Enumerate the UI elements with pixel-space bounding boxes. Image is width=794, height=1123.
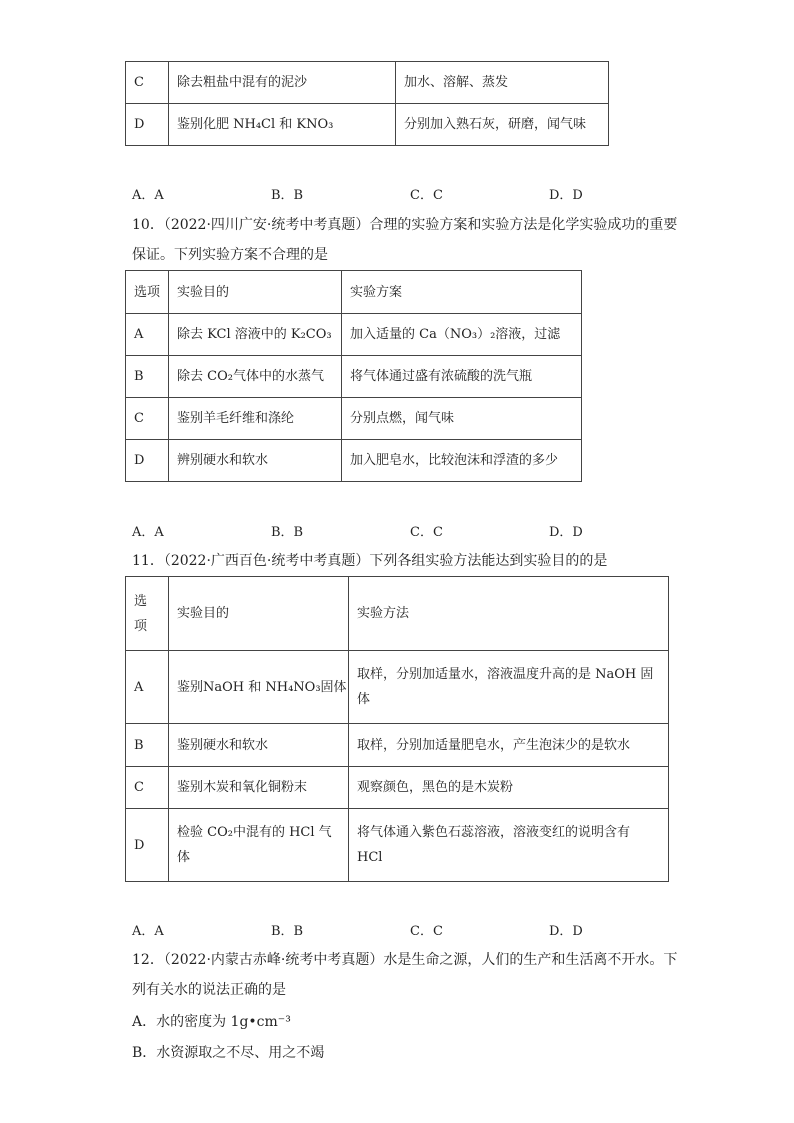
header-method: 实验方案: [342, 271, 582, 314]
option-cell: D: [126, 809, 169, 882]
option-cell: B: [126, 724, 169, 767]
header-option-line1: 选: [134, 593, 148, 609]
table-row: [126, 767, 669, 809]
goal-cell: 除去粗盐中混有的泥沙: [169, 62, 396, 104]
goal-cell: 鉴别木炭和氧化铜粉末: [169, 767, 349, 809]
goal-line1: 检验 CO₂中混有的 HCl 气: [177, 825, 332, 840]
q9-table: [125, 61, 609, 146]
method-cell: 分别点燃，闻气味: [342, 398, 582, 440]
option-cell: B: [126, 356, 169, 398]
option-cell: C: [126, 62, 169, 104]
q10-stem-line2: 保证。下列实验方案不合理的是: [132, 247, 328, 263]
choice-a[interactable]: A．A: [132, 188, 164, 203]
method-cell: 分别加入熟石灰，研磨，闻气味: [396, 104, 609, 146]
method-cell: 加入适量的 Ca（NO₃）₂溶液，过滤: [342, 314, 582, 356]
table-row: [126, 809, 669, 882]
choice-c[interactable]: C．C: [410, 188, 443, 203]
option-cell: A: [126, 651, 169, 724]
method-cell: 将气体通过盛有浓硫酸的洗气瓶: [342, 356, 582, 398]
table-row: [126, 356, 582, 398]
goal-cell: 辨别硬水和软水: [169, 440, 342, 482]
option-cell: D: [126, 440, 169, 482]
header-goal: 实验目的: [169, 271, 342, 314]
choice-d[interactable]: D．D: [549, 924, 583, 939]
option-cell: D: [126, 104, 169, 146]
choice-d[interactable]: D．D: [549, 188, 583, 203]
q12-option-b[interactable]: B．水资源取之不尽、用之不竭: [132, 1045, 325, 1061]
table-row: [126, 398, 582, 440]
method-cell: 取样，分别加适量肥皂水，产生泡沫少的是软水: [349, 724, 669, 767]
method-cell: 加入肥皂水，比较泡沫和浮渣的多少: [342, 440, 582, 482]
table-row: [126, 724, 669, 767]
method-line1: 将气体通入紫色石蕊溶液，溶液变红的说明含有: [357, 825, 631, 840]
header-goal: 实验目的: [169, 577, 349, 651]
method-line2: 体: [357, 692, 371, 707]
method-cell: [349, 651, 669, 724]
choice-a[interactable]: A．A: [132, 924, 164, 939]
header-option: [126, 577, 169, 651]
method-cell: 加水、溶解、蒸发: [396, 62, 609, 104]
q12-stem-line2: 列有关水的说法正确的是: [132, 982, 286, 998]
header-option-line2: 项: [134, 618, 148, 634]
q11-stem-line1: 11．（2022·广西百色·统考中考真题）下列各组实验方法能达到实验目的的是: [132, 553, 608, 569]
goal-cell: 鉴别硬水和软水: [169, 724, 349, 767]
choice-c[interactable]: C．C: [410, 525, 443, 540]
option-cell: A: [126, 314, 169, 356]
choice-b[interactable]: B．B: [271, 525, 304, 540]
q12-stem-line1: 12．（2022·内蒙古赤峰·统考中考真题）水是生命之源，人们的生产和生活离不开水。下: [132, 952, 678, 968]
method-line1: 取样，分别加适量水，溶液温度升高的是 NaOH 固: [357, 667, 654, 682]
option-cell: C: [126, 398, 169, 440]
goal-cell: 鉴别化肥 NH₄Cl 和 KNO₃: [169, 104, 396, 146]
table-header-row: [126, 577, 669, 651]
goal-cell: 鉴别羊毛纤维和涤纶: [169, 398, 342, 440]
goal-line2: 体: [177, 850, 191, 865]
table-header-row: [126, 271, 582, 314]
q10-stem-line1: 10．（2022·四川广安·统考中考真题）合理的实验方案和实验方法是化学实验成功的重要: [132, 217, 678, 233]
goal-cell: 鉴别NaOH 和 NH₄NO₃固体: [169, 651, 349, 724]
header-option: 选项: [126, 271, 169, 314]
option-cell: C: [126, 767, 169, 809]
q11-table: [125, 576, 669, 882]
goal-cell: 除去 CO₂气体中的水蒸气: [169, 356, 342, 398]
q10-table: [125, 270, 582, 482]
q12-option-a[interactable]: A．水的密度为 1g•cm⁻³: [132, 1014, 291, 1030]
choice-a[interactable]: A．A: [132, 525, 164, 540]
method-cell: 观察颜色，黑色的是木炭粉: [349, 767, 669, 809]
table-row: [126, 104, 609, 146]
header-method: 实验方法: [349, 577, 669, 651]
table-row: [126, 314, 582, 356]
choice-d[interactable]: D．D: [549, 525, 583, 540]
choice-b[interactable]: B．B: [271, 924, 304, 939]
goal-cell: 除去 KCl 溶液中的 K₂CO₃: [169, 314, 342, 356]
table-row: [126, 651, 669, 724]
table-row: [126, 62, 609, 104]
choice-b[interactable]: B．B: [271, 188, 304, 203]
goal-cell: [169, 809, 349, 882]
method-line2: HCl: [357, 850, 383, 865]
method-cell: [349, 809, 669, 882]
choice-c[interactable]: C．C: [410, 924, 443, 939]
table-row: [126, 440, 582, 482]
